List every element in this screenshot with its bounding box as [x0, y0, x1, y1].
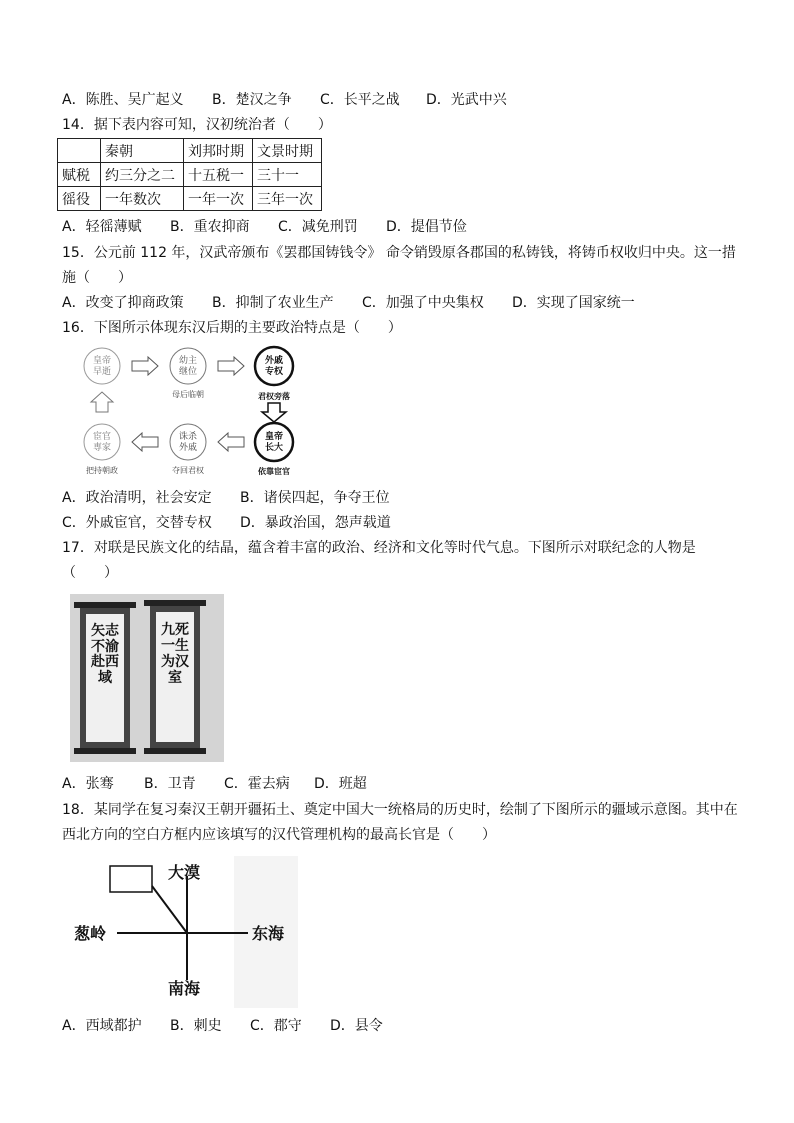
q13-option-c[interactable]: C．长平之战 — [320, 92, 400, 108]
q16-option-c[interactable]: C．外戚宦官，交替专权 — [62, 515, 212, 531]
q18-option-d[interactable]: D．县令 — [330, 1018, 383, 1034]
q14-option-b[interactable]: B．重农抑商 — [170, 219, 250, 235]
q15-stem-line1: 15．公元前 112 年，汉武帝颁布《罢郡国铸钱令》 命令销毁原各郡国的私铸钱，将铸币权收归中央。这一措 — [62, 245, 736, 261]
node-label: 皇帝长大 — [264, 432, 284, 453]
node-label: 诛杀外戚 — [178, 432, 198, 453]
q17-options — [62, 774, 367, 794]
q16-option-a[interactable]: A．政治清明，社会安定 — [62, 490, 212, 506]
q14-stem: 14．据下表内容可知，汉初统治者（ ） — [62, 117, 332, 133]
q16-options-line2 — [62, 513, 391, 533]
q18-option-b[interactable]: B．刺史 — [170, 1018, 222, 1034]
couplet-right: 九死一生为汉室 — [161, 622, 189, 686]
table-cell: 赋税 — [58, 163, 101, 187]
q17-option-a[interactable]: A．张骞 — [62, 776, 114, 792]
label-west-congling: 葱岭 — [74, 924, 107, 943]
q16-stem: 16．下图所示体现东汉后期的主要政治特点是（ ） — [62, 320, 402, 336]
node-kill-consort — [170, 424, 206, 460]
q18-option-a[interactable]: A．西域都护 — [62, 1018, 142, 1034]
label-east-sea: 东海 — [252, 924, 285, 943]
q17-couplet-image — [70, 594, 224, 762]
caption-rely-eunuch: 依靠宦官 — [258, 467, 290, 476]
table-cell: 一年数次 — [101, 187, 184, 211]
q15-options — [62, 293, 635, 313]
q16-options-line1 — [62, 488, 390, 508]
q18-stem-line1: 18．某同学在复习秦汉王朝开疆拓土、奠定中国大一统格局的历史时，绘制了下图所示的疆域示意图。其中在 — [62, 802, 738, 818]
q16-option-d[interactable]: D．暴政治国，怨声载道 — [240, 515, 391, 531]
table-row — [58, 187, 322, 211]
q17-stem-line1: 17．对联是民族文化的结晶，蕴含着丰富的政治、经济和文化等时代气息。下图所示对联纪念的人物是 — [62, 540, 696, 556]
q15-stem-line2: 施（ ） — [62, 270, 132, 286]
node-label: 宦官専家 — [92, 432, 112, 453]
table-cell: 约三分之二 — [101, 163, 184, 187]
q17-option-c[interactable]: C．霍去病 — [224, 776, 290, 792]
node-label: 皇帝早逝 — [92, 356, 112, 377]
table-cell: 三十一 — [253, 163, 322, 187]
q16-flow-diagram — [82, 342, 312, 482]
q14-option-c[interactable]: C．减免刑罚 — [278, 219, 358, 235]
table-cell: 文景时期 — [253, 139, 322, 163]
q15-option-d[interactable]: D．实现了国家统一 — [512, 295, 635, 311]
flow-arrow — [91, 392, 113, 412]
node-emperor-early-death — [84, 348, 120, 384]
q15-option-a[interactable]: A．改变了抑商政策 — [62, 295, 184, 311]
couplet-left: 矢志不渝赴西域 — [91, 623, 119, 686]
caption-reclaim-power: 夺回君权 — [172, 466, 204, 475]
q14-table — [57, 138, 322, 211]
q13-options — [62, 90, 507, 110]
q14-option-a[interactable]: A．轻徭薄赋 — [62, 219, 142, 235]
table-cell: 秦朝 — [101, 139, 184, 163]
table-cell: 徭役 — [58, 187, 101, 211]
q14-options — [62, 217, 467, 237]
q14-option-d[interactable]: D．提倡节俭 — [386, 219, 467, 235]
node-emperor-grown — [255, 423, 293, 461]
caption-mother-regency: 母后临朝 — [172, 390, 204, 399]
table-cell: 三年一次 — [253, 187, 322, 211]
table-row — [58, 139, 322, 163]
q13-option-b[interactable]: B．楚汉之争 — [212, 92, 292, 108]
table-cell: 一年一次 — [184, 187, 253, 211]
q16-option-b[interactable]: B．诸侯四起，争夺王位 — [240, 490, 390, 506]
table-cell: 刘邦时期 — [184, 139, 253, 163]
q13-option-a[interactable]: A．陈胜、吴广起义 — [62, 92, 184, 108]
node-label: 外戚专权 — [264, 356, 284, 377]
q18-options — [62, 1016, 383, 1036]
q17-stem-line2: （ ） — [62, 565, 118, 581]
flow-arrow — [262, 403, 286, 422]
q18-territory-map — [72, 856, 298, 1008]
q18-stem-line2: 西北方向的空白方框内应该填写的汉代管理机构的最高长官是（ ） — [62, 827, 496, 843]
node-child-throne — [170, 348, 206, 384]
table-cell — [58, 139, 101, 163]
table-cell: 十五税一 — [184, 163, 253, 187]
q15-option-c[interactable]: C．加强了中央集权 — [362, 295, 484, 311]
node-label: 幼主继位 — [178, 356, 198, 377]
caption-power-lost: 君权旁落 — [258, 392, 290, 401]
table-row — [58, 163, 322, 187]
q13-option-d[interactable]: D．光武中兴 — [426, 92, 507, 108]
node-eunuch-power — [84, 424, 120, 460]
node-consort-power — [255, 347, 293, 385]
caption-control-court: 把持朝政 — [86, 466, 118, 475]
q18-option-c[interactable]: C．郡守 — [250, 1018, 302, 1034]
q17-option-d[interactable]: D．班超 — [314, 776, 367, 792]
label-north-desert: 大漠 — [168, 863, 201, 882]
label-south-sea: 南海 — [168, 979, 201, 998]
q17-option-b[interactable]: B．卫青 — [144, 776, 196, 792]
q15-option-b[interactable]: B．抑制了农业生产 — [212, 295, 334, 311]
